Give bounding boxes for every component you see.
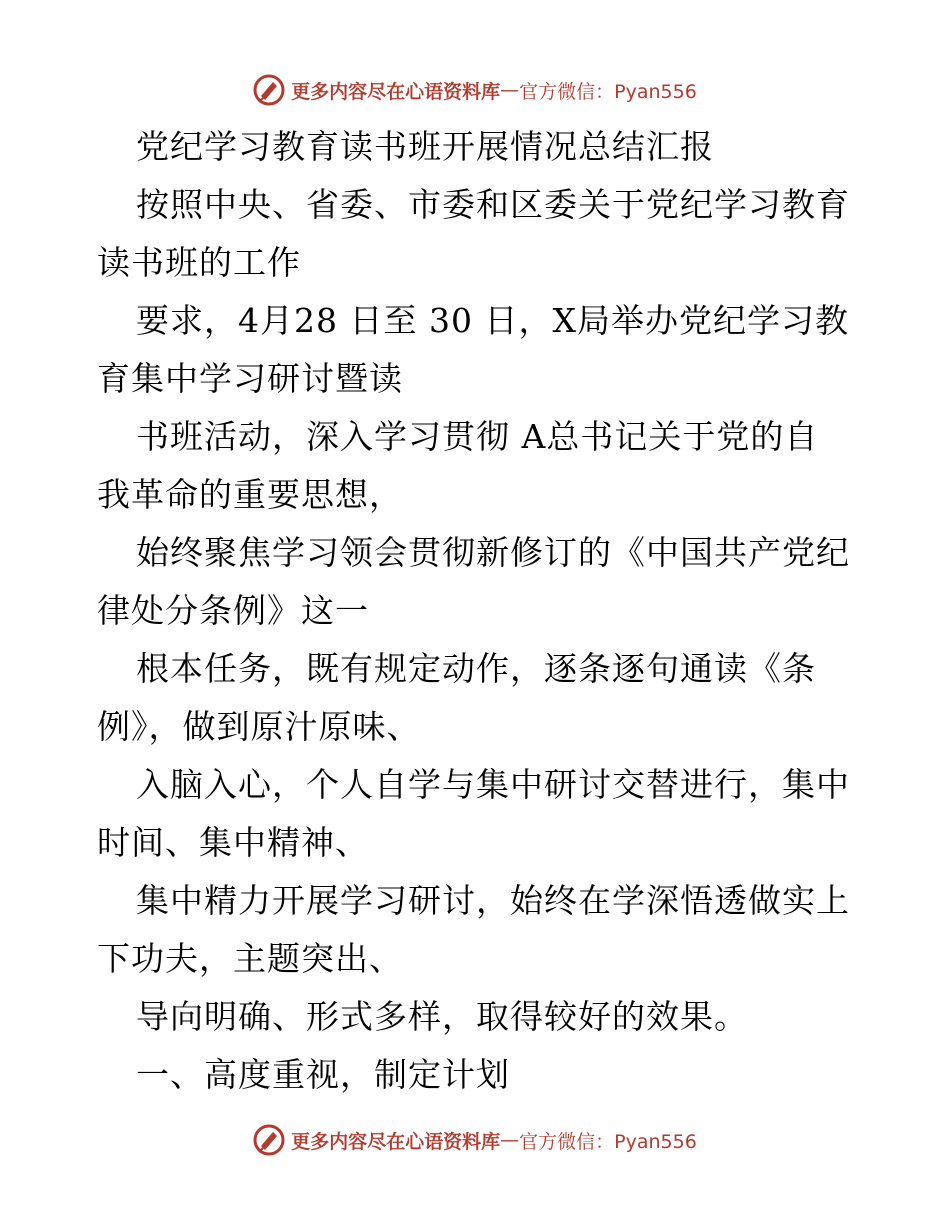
document-line: 育集中学习研讨暨读 <box>97 359 403 398</box>
document-line: 我革命的重要思想， <box>97 475 403 514</box>
pen-seal-logo-icon <box>253 74 285 106</box>
document-line: 例》，做到原汁原味、 <box>97 707 421 746</box>
document-line: 导向明确、形式多样，取得较好的效果。 <box>136 997 748 1036</box>
document-line: 下功夫，主题突出、 <box>97 939 403 978</box>
footer-banner <box>0 1120 950 1160</box>
document-line: 入脑入心，个人自学与集中研讨交替进行，集中 <box>136 765 850 804</box>
document-body <box>97 118 857 1104</box>
banner-title: 更多内容尽在心语资料库 <box>291 1130 501 1153</box>
document-line: 按照中央、省委、市委和区委关于党纪学习教育 <box>136 185 850 224</box>
document-line: 根本任务，既有规定动作，逐条逐句通读《条 <box>136 649 816 688</box>
banner-wechat: 官方微信：Pyan556 <box>519 1130 697 1153</box>
document-line: 始终聚焦学习领会贯彻新修订的《中国共产党纪 <box>136 533 850 572</box>
document-line: 书班活动，深入学习贯彻 A总书记关于党的自 <box>136 417 819 456</box>
banner-separator: — <box>500 79 520 101</box>
document-line: 要求，4月28 日至 30 日，X局举办党纪学习教 <box>136 301 849 340</box>
document-line: 时间、集中精神、 <box>97 823 369 862</box>
document-line: 一、高度重视，制定计划 <box>136 1055 510 1094</box>
banner-separator: — <box>500 1129 520 1151</box>
document-line: 律处分条例》这一 <box>97 591 369 630</box>
pen-seal-logo-icon <box>253 1124 285 1156</box>
document-line: 读书班的工作 <box>97 243 301 282</box>
banner-wechat: 官方微信：Pyan556 <box>519 80 697 103</box>
document-line: 党纪学习教育读书班开展情况总结汇报 <box>136 127 714 166</box>
banner-title: 更多内容尽在心语资料库 <box>291 80 501 103</box>
header-banner <box>0 70 950 110</box>
document-line: 集中精力开展学习研讨，始终在学深悟透做实上 <box>136 881 850 920</box>
